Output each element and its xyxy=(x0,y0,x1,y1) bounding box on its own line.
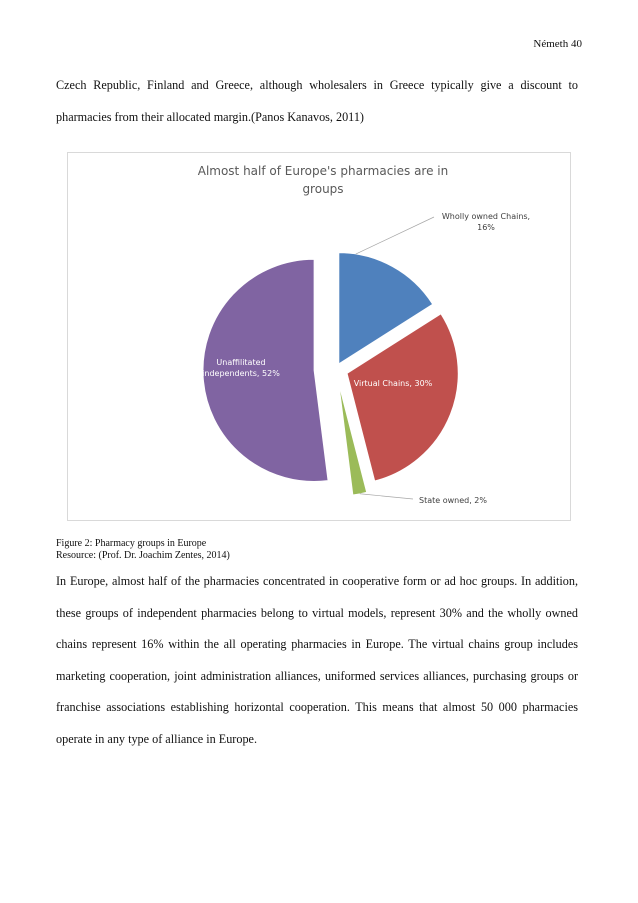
data-label: Wholly owned Chains, 16% xyxy=(441,212,531,232)
body-paragraph: In Europe, almost half of the pharmacies concentrated in cooperative form or ad hoc groups. In addition, these groups of independent pharmacies belong to virtual models, represent 30% and the wholly owned chains represent 16% within the all operating pharmacies in Europe. The virtual chains group includes marketing cooperation, joint administration alliances, uniformed services alliances, purchasing groups or franchise associations establishing horizontal cooperation. This means that almost 50 000 pharmacies operate in any type of alliance in Europe. xyxy=(56,574,578,746)
page-header: Németh 40 xyxy=(533,38,582,50)
pie-canvas xyxy=(68,153,572,522)
chart-title-line-1: Almost half of Europe's pharmacies are in xyxy=(197,164,449,178)
data-label: Virtual Chains, 30% xyxy=(353,379,433,388)
leader-line xyxy=(360,494,413,499)
figure-caption-title: Figure 2: Pharmacy groups in Europe xyxy=(56,538,207,549)
figure-caption-source: Resource: (Prof. Dr. Joachim Zentes, 2014) xyxy=(56,550,230,561)
intro-paragraph: Czech Republic, Finland and Greece, although wholesalers in Greece typically give a discount to pharmacies from their allocated margin.(Panos Kanavos, 2011) xyxy=(56,78,578,124)
data-label: Unaffilitated independents, 52% xyxy=(202,358,280,378)
data-label: State owned, 2% xyxy=(418,496,488,505)
chart-title-line-2: groups xyxy=(302,182,344,196)
figure-caption xyxy=(56,538,230,562)
pie-chart xyxy=(67,152,571,521)
leader-line xyxy=(356,217,434,254)
